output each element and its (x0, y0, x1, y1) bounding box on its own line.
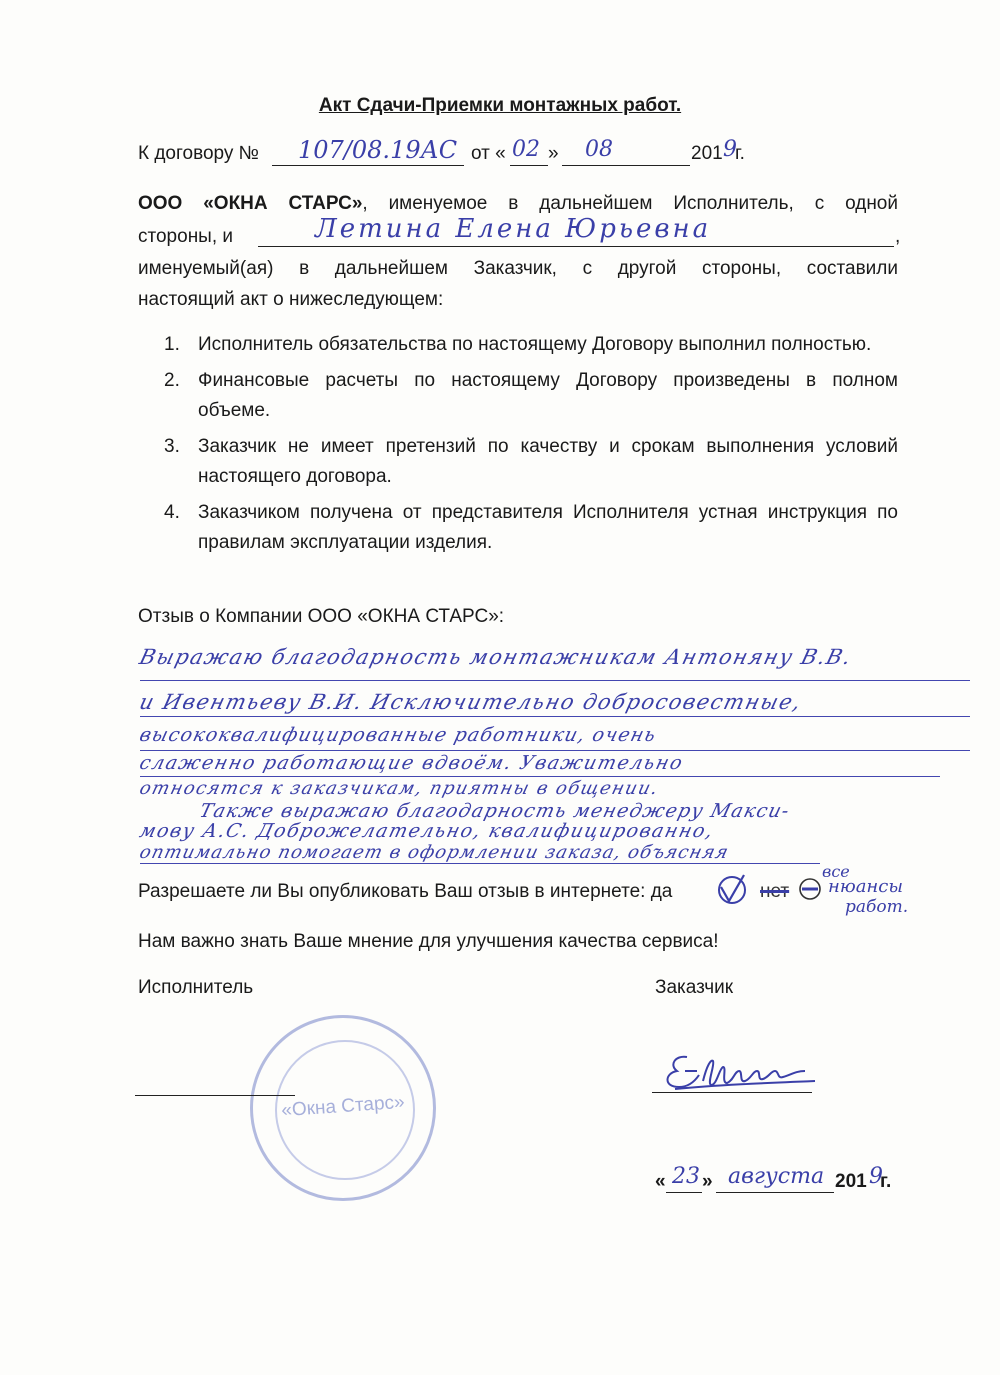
date-year-suffix: г. (880, 1171, 892, 1192)
review-underline-3 (140, 750, 970, 751)
contract-year-prefix: 201 (691, 143, 723, 164)
contract-number-underline (272, 165, 464, 166)
customer-label: Заказчик (655, 977, 734, 998)
company-name: ООО «ОКНА СТАРС» (138, 193, 363, 214)
contract-year-suffix: г. (735, 143, 745, 164)
contract-year-digit: 9 (723, 137, 737, 162)
contract-day: 02 (512, 137, 540, 162)
document-title: Акт Сдачи-Приемки монтажных работ. (318, 95, 682, 116)
intro-line-4: настоящий акт о нижеследующем: (138, 289, 444, 310)
review-tail-1: все (822, 862, 850, 881)
yes-check-mark-icon (714, 870, 750, 908)
importance-note: Нам важно знать Ваше мнение для улучшения качества сервиса! (138, 931, 719, 952)
contract-prefix: К договору № (138, 143, 260, 164)
review-line-2: и Ивентьеву В.И. Исключительно добросовестные, (137, 690, 805, 714)
list-item: 1. Исполнитель обязательства по настоящему Договору выполнил полностью. (164, 334, 872, 355)
date-day: 23 (672, 1164, 700, 1189)
date-year-prefix: 201 (835, 1171, 867, 1192)
date-month: августа (728, 1164, 825, 1189)
date-day-underline (666, 1192, 702, 1193)
publish-question: Разрешаете ли Вы опубликовать Ваш отзыв в интернете: да (138, 881, 673, 902)
publish-no-option: нет (760, 881, 790, 902)
executor-label: Исполнитель (138, 977, 254, 998)
intro-line-1 (138, 193, 898, 215)
date-open-quote: « (655, 1171, 666, 1192)
review-tail-3: работ. (845, 897, 909, 917)
contract-from-label: от « (471, 143, 506, 164)
review-underline-1 (140, 680, 970, 681)
list-item: 2. Финансовые расчеты по настоящему Договору произведены в полном объеме. (164, 370, 898, 421)
customer-signature-line (652, 1092, 812, 1093)
review-line-4: слаженно работающие вдвоём. Уважительно (137, 752, 686, 774)
review-line-5: относятся к заказчикам, приятны в общении. (137, 778, 662, 799)
contract-day-underline (510, 165, 548, 166)
stamp-text: «Окна Старс» (280, 1091, 406, 1122)
customer-name: Летина Елена Юрьевна (315, 214, 712, 244)
customer-name-underline (258, 246, 894, 247)
review-underline-4 (140, 776, 940, 777)
intro-line-1-rest: , именуемое в дальнейшем Исполнитель, с одной (362, 193, 898, 214)
review-line-1: Выражаю благодарность монтажникам Антоняну В.В. (137, 645, 855, 669)
list-item: 4. Заказчиком получена от представителя Исполнителя устная инструкция по правилам эксплуатации изделия. (164, 502, 898, 553)
contract-month: 08 (585, 137, 613, 162)
company-stamp (250, 1015, 436, 1201)
review-underline-8 (140, 863, 820, 864)
contract-number: 107/08.19АС (298, 136, 458, 164)
review-line-7: мову А.С. Доброжелательно, квалифицированно, (137, 820, 717, 842)
terms-list (138, 330, 898, 564)
contract-day-close: » (548, 143, 559, 164)
review-line-6: Также выражаю благодарность менеджеру Макси- (197, 800, 793, 822)
intro-line-2-suffix: , (895, 226, 901, 247)
review-tail-2: нюансы (828, 876, 904, 897)
date-month-underline (716, 1192, 834, 1193)
no-option-circle-icon (798, 876, 822, 902)
review-label: Отзыв о Компании ООО «ОКНА СТАРС»: (138, 606, 505, 627)
executor-signature-line (135, 1095, 295, 1096)
contract-month-underline (562, 165, 690, 166)
intro-line-2-prefix: стороны, и (138, 226, 234, 247)
date-year-digit: 9 (869, 1164, 883, 1189)
review-underline-2 (140, 716, 970, 717)
review-line-3: высококвалифицированные работники, очень (137, 724, 659, 746)
intro-line-3: именуемый(ая) в дальнейшем Заказчик, с другой стороны, составили (138, 258, 898, 279)
review-line-8: оптимально помогает в оформлении заказа, объясняя (137, 842, 732, 863)
list-item: 3. Заказчик не имеет претензий по качеству и срокам выполнения условий настоящего договора. (164, 436, 898, 487)
date-close-quote: » (702, 1171, 713, 1192)
